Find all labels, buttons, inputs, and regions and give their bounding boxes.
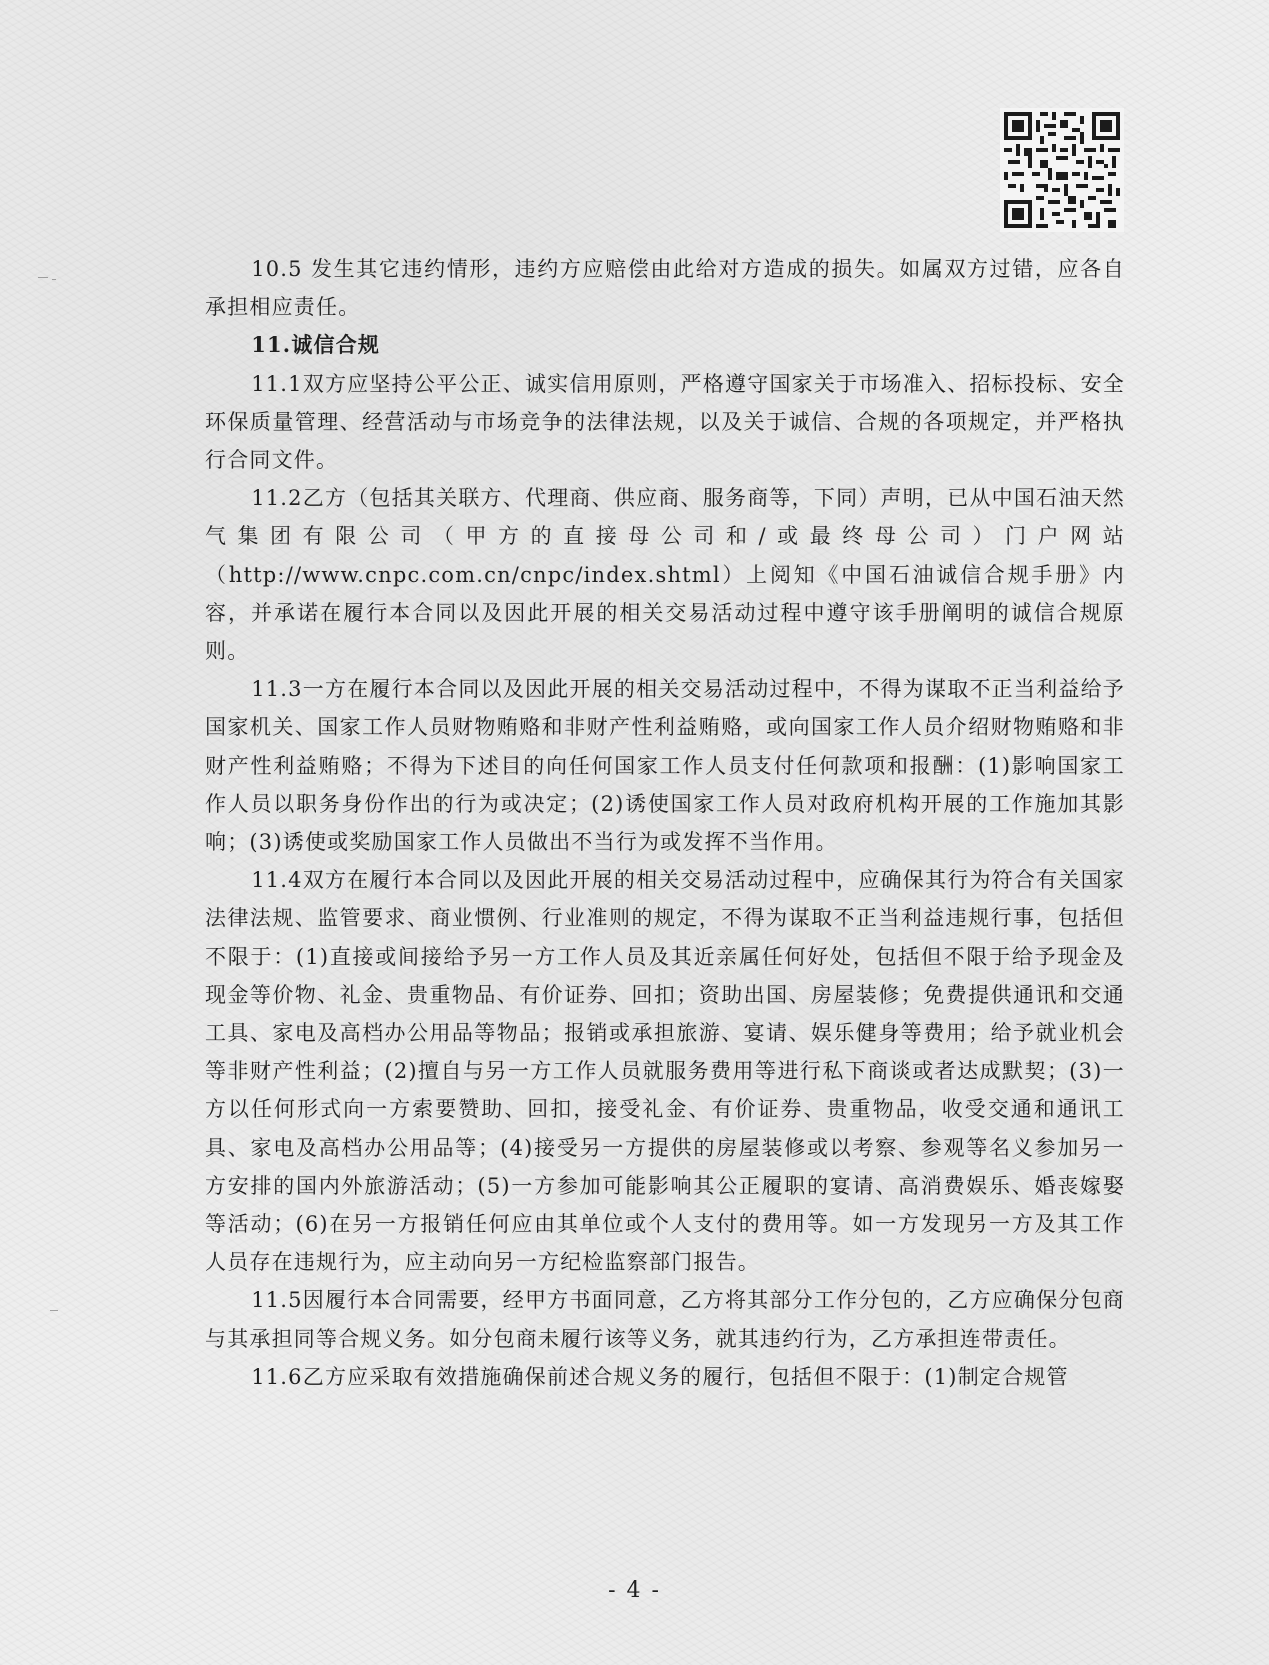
scan-mark bbox=[50, 1310, 58, 1311]
clause-11-1: 11.1双方应坚持公平公正、诚实信用原则，严格遵守国家关于市场准入、招标投标、安全环保质量管理、经营活动与市场竞争的法律法规，以及关于诚信、合规的各项规定，并严格执行合同文件。 bbox=[205, 371, 1125, 473]
clause-11-5: 11.5因履行本合同需要，经甲方书面同意，乙方将其部分工作分包的，乙方应确保分包商与其承担同等合规义务。如分包商未履行该等义务，就其违约行为，乙方承担连带责任。 bbox=[205, 1288, 1125, 1351]
scan-mark bbox=[52, 279, 56, 280]
qr-code bbox=[1000, 108, 1124, 232]
clause-10-5: 10.5 发生其它违约情形，违约方应赔偿由此给对方造成的损失。如属双方过错，应各自承担相应责任。 bbox=[205, 257, 1125, 320]
clause-11-4: 11.4双方在履行本合同以及因此开展的相关交易活动过程中，应确保其行为符合有关国家法律法规、监管要求、商业惯例、行业准则的规定，不得为谋取不正当利益违规行事，包括但不限于：(1)直接或间接给予另一方工作人员及其近亲属任何好处，包括但不限于给予现金及现金等价物、礼金、贵重物品、有价证券、回扣；资助出国、房屋装修；免费提供通讯和交通工具、家电及高档办公用品等物品；报销或承担旅游、宴请、娱乐健身等费用；给予就业机会等非财产性利益；(2)擅自与另一方工作人员就服务费用等进行私下商谈或者达成默契；(3)一方以任何形式向一方索要赞助、回扣，接受礼金、有价证券、贵重物品，收受交通和通讯工具、家电及高档办公用品等；(4)接受另一方提供的房屋装修或以考察、参观等名义参加另一方安排的国内外旅游活动；(5)一方参加可能影响其公正履职的宴请、高消费娱乐、婚丧嫁娶等活动；(6)在另一方报销任何应由其单位或个人支付的费用等。如一方发现另一方及其工作人员存在违规行为，应主动向另一方纪检监察部门报告。 bbox=[205, 868, 1125, 1275]
section-11-heading: 11.诚信合规 bbox=[251, 332, 381, 358]
contract-body bbox=[205, 250, 1125, 1396]
clause-11-2: 11.2乙方（包括其关联方、代理商、供应商、服务商等，下同）声明，已从中国石油天然气集团有限公司（甲方的直接母公司和/或最终母公司）门户网站（http://www.cnpc.com.cn/cnpc/index.shtml）上阅知《中国石油诚信合规手册》内容，并承诺在履行本合同以及因此开展的相关交易活动过程中遵守该手册阐明的诚信合规原则。 bbox=[205, 486, 1125, 664]
clause-11-6: 11.6乙方应采取有效措施确保前述合规义务的履行，包括但不限于：(1)制定合规管 bbox=[251, 1364, 1069, 1389]
scan-mark bbox=[38, 277, 48, 278]
page-number: - 4 - bbox=[608, 1578, 661, 1603]
clause-11-3: 11.3一方在履行本合同以及因此开展的相关交易活动过程中，不得为谋取不正当利益给予国家机关、国家工作人员财物贿赂和非财产性利益贿赂，或向国家工作人员介绍财物贿赂和非财产性利益贿赂；不得为下述目的向任何国家工作人员支付任何款项和报酬：(1)影响国家工作人员以职务身份作出的行为或决定；(2)诱使国家工作人员对政府机构开展的工作施加其影响；(3)诱使或奖励国家工作人员做出不当行为或发挥不当作用。 bbox=[205, 677, 1125, 855]
